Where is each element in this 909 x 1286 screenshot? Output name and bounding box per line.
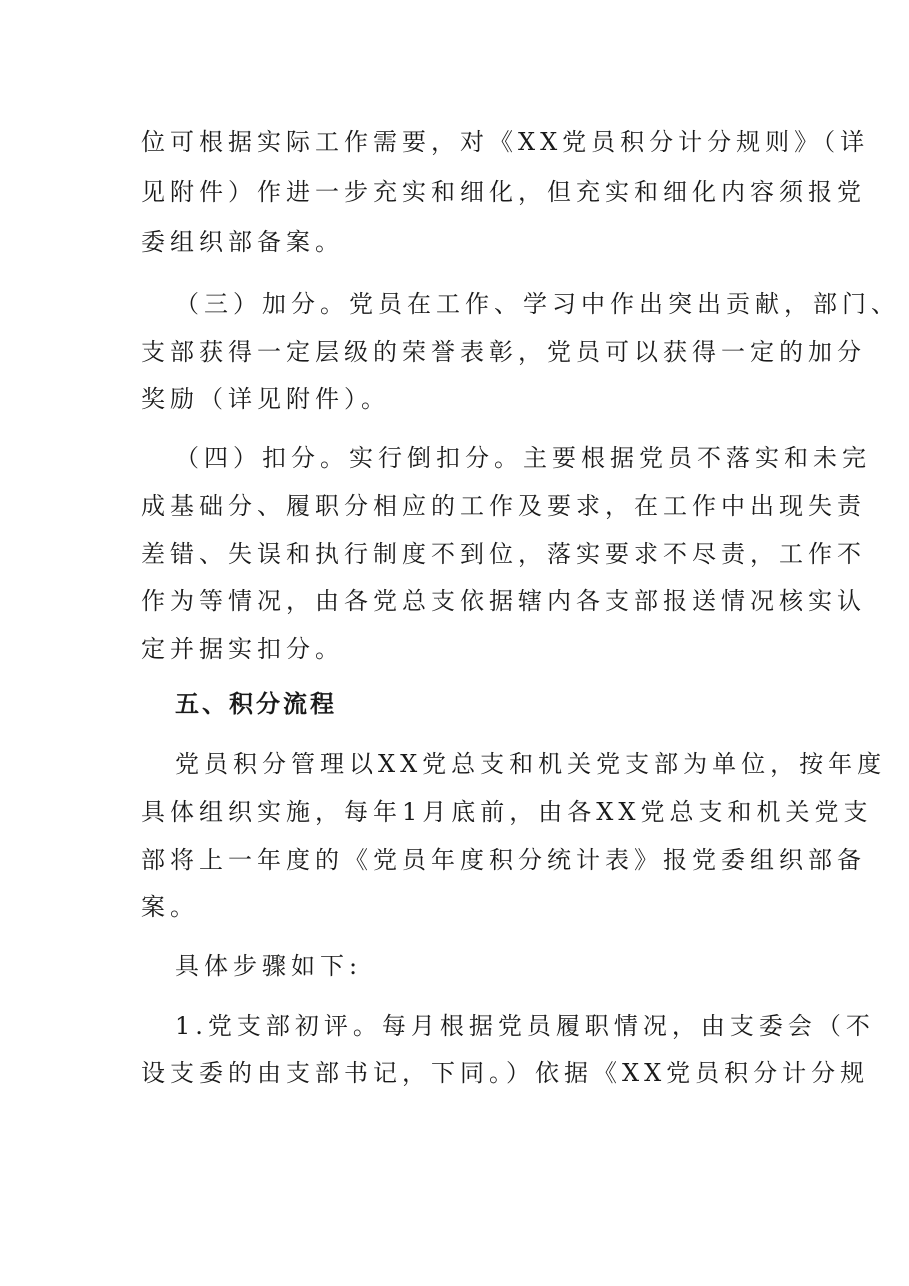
text-line: 党员积分管理以XX党总支和机关党支部为单位，按年度 [175,750,887,778]
text-line: 委组织部备案。 [141,228,344,256]
text-line: 见附件）作进一步充实和细化，但充实和细化内容须报党 [141,178,866,206]
text-line: 位可根据实际工作需要，对《XX党员积分计分规则》（详 [141,128,870,156]
section-heading: 五、积分流程 [175,690,337,718]
text-line: 支部获得一定层级的荣誉表彰，党员可以获得一定的加分 [141,338,866,366]
text-line: （三）加分。党员在工作、学习中作出突出贡献，部门、 [175,290,900,318]
text-line: （四）扣分。实行倒扣分。主要根据党员不落实和未完 [175,444,871,472]
text-line: 具体步骤如下: [175,952,363,980]
text-line: 设支委的由支部书记，下同。）依据《XX党员积分计分规 [141,1059,870,1087]
text-line: 具体组织实施，每年1月底前，由各XX党总支和机关党支 [141,798,873,826]
text-line: 成基础分、履职分相应的工作及要求，在工作中出现失责 [141,492,866,520]
text-line: 作为等情况，由各党总支依据辖内各支部报送情况核实认 [141,587,866,615]
text-line: 案。 [141,893,199,921]
text-line: 部将上一年度的《党员年度积分统计表》报党委组织部备 [141,846,866,874]
text-line: 定并据实扣分。 [141,635,344,663]
text-line: 1.党支部初评。每月根据党员履职情况，由支委会（不 [175,1012,875,1040]
text-line: 差错、失误和执行制度不到位，落实要求不尽责，工作不 [141,540,866,568]
text-line: 奖励（详见附件）。 [141,385,390,413]
